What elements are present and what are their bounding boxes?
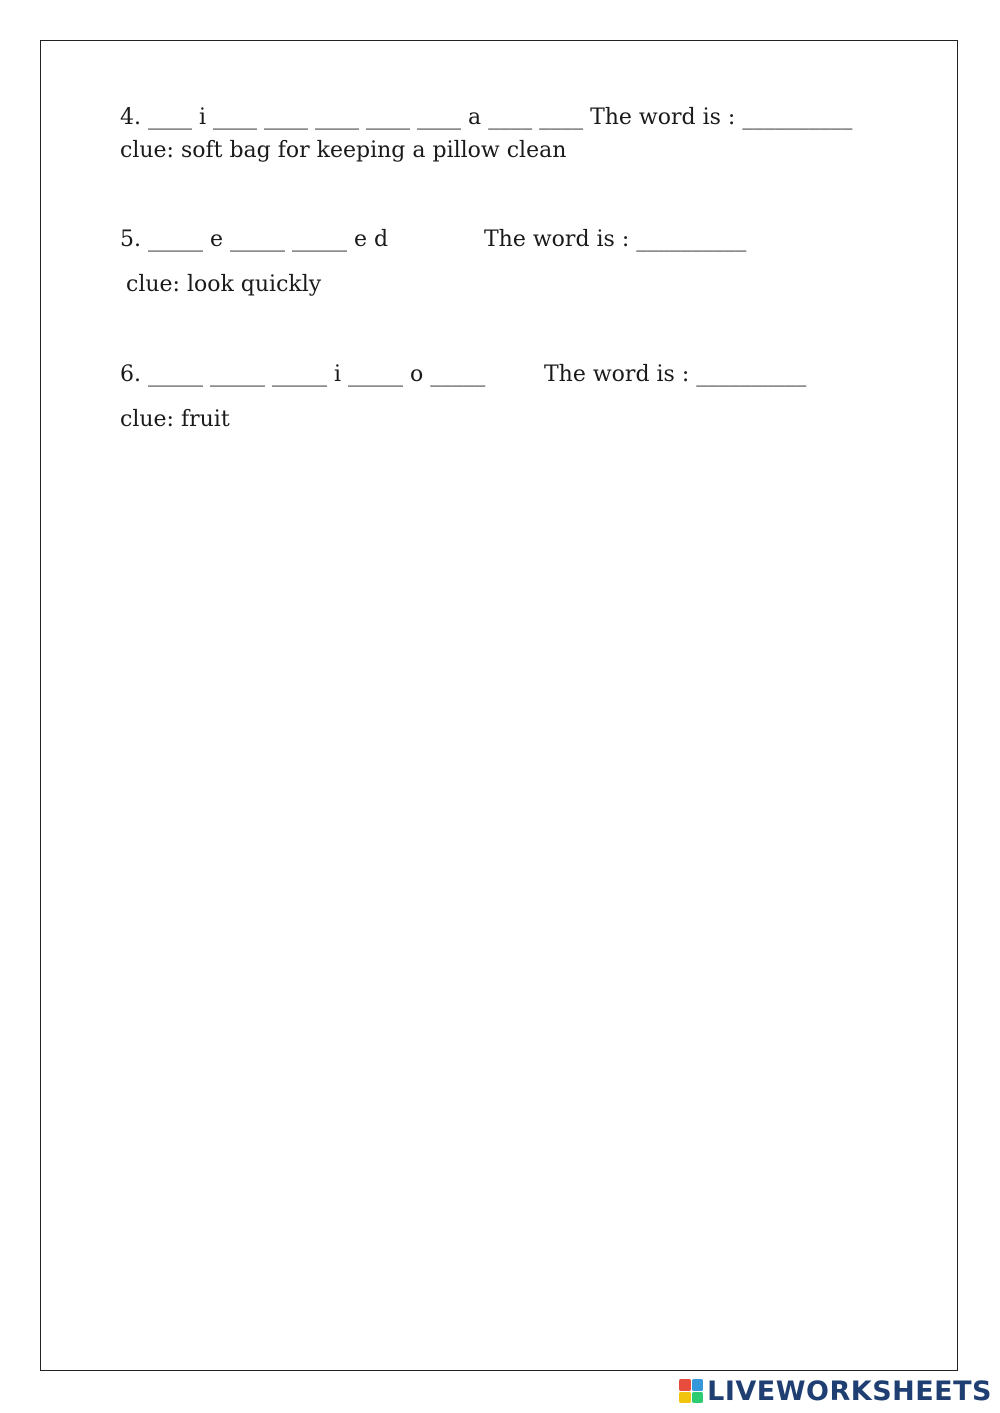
liveworksheets-mark-icon xyxy=(679,1379,703,1403)
question-5-puzzle: 5. _____ e _____ _____ e d xyxy=(120,227,389,252)
question-6-clue: clue: fruit xyxy=(120,407,230,432)
logo-text: LIVEWORKSHEETS xyxy=(707,1375,992,1407)
question-4-clue: clue: soft bag for keeping a pillow clean xyxy=(120,138,567,163)
question-6-answer-line: The word is : __________ xyxy=(544,362,807,387)
question-5-answer-line: The word is : __________ xyxy=(484,227,747,252)
question-5-clue: clue: look quickly xyxy=(126,272,322,297)
liveworksheets-logo xyxy=(679,1373,992,1409)
question-6-puzzle: 6. _____ _____ _____ i _____ o _____ xyxy=(120,362,486,387)
question-4-puzzle: 4. ____ i ____ ____ ____ ____ ____ a ____ ____ The word is : __________ xyxy=(120,105,853,130)
